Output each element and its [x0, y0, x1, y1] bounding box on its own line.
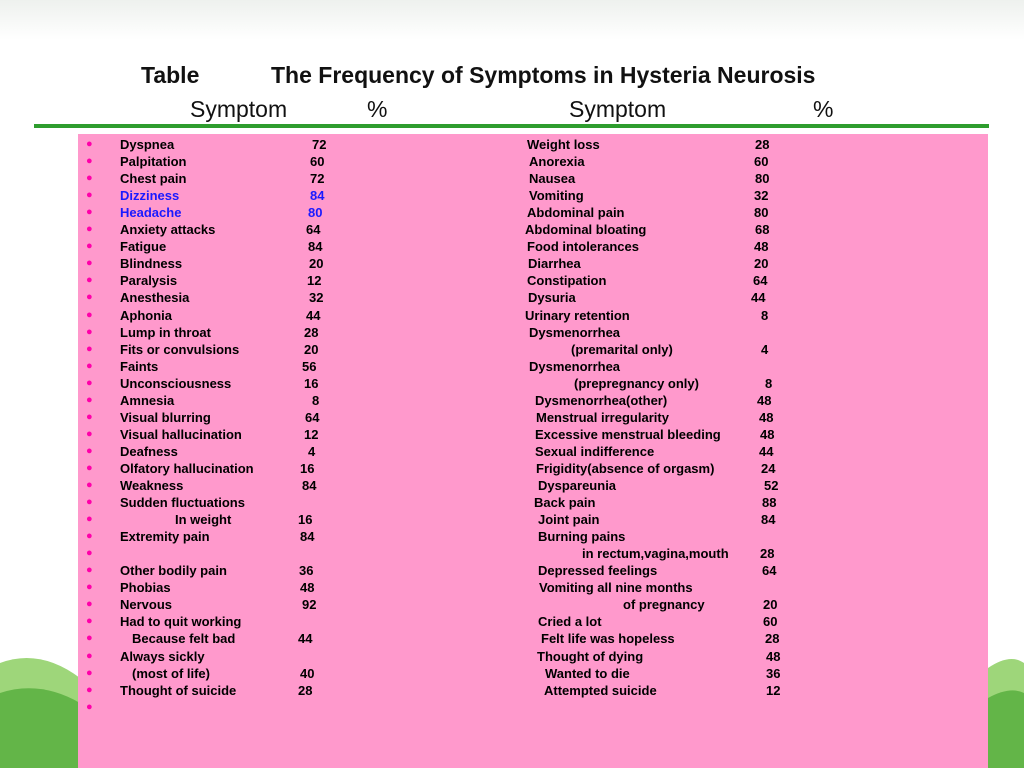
percent-left: 16: [298, 512, 313, 528]
bullet-icon: ●: [86, 342, 93, 355]
symptom-right: Urinary retention: [525, 307, 630, 323]
bullet-icon: ●: [86, 547, 93, 560]
percent-right: 80: [755, 171, 770, 187]
symptom-left: Headache: [120, 205, 182, 221]
bullet-icon: ●: [86, 376, 93, 389]
table-row: [78, 545, 988, 562]
symptom-left: Anxiety attacks: [120, 222, 216, 238]
bullet-icon: ●: [86, 700, 93, 713]
percent-left: 20: [309, 256, 324, 272]
percent-left: 4: [308, 443, 316, 459]
bullet-icon: ●: [86, 666, 93, 679]
header-symptom-left: Symptom: [190, 96, 288, 122]
symptom-right: Joint pain: [538, 512, 600, 528]
percent-right: 32: [754, 188, 769, 204]
bullet-icon: ●: [86, 632, 93, 645]
percent-left: 84: [308, 239, 323, 255]
bullet-icon: ●: [86, 530, 93, 543]
percent-right: 80: [754, 205, 769, 221]
bullet-icon: ●: [86, 155, 93, 168]
bullet-icon: ●: [86, 461, 93, 474]
table-row: [78, 648, 988, 665]
symptom-left: Because felt bad: [132, 631, 236, 647]
symptom-right: Dysmenorrhea(other): [535, 392, 668, 408]
symptom-right: Vomiting all nine months: [539, 580, 693, 596]
symptom-left: Had to quit working: [120, 614, 242, 630]
table-row: [78, 494, 988, 511]
table-row: [78, 665, 988, 682]
symptom-left: Deafness: [120, 443, 178, 459]
symptom-right: Weight loss: [527, 137, 600, 152]
table-row: [78, 409, 988, 426]
table-row: [78, 170, 988, 187]
percent-left: 12: [307, 273, 322, 289]
table-row: [78, 358, 988, 375]
percent-right: 64: [762, 563, 777, 579]
symptom-right: Dyspareunia: [538, 478, 617, 493]
table-row: [78, 613, 988, 630]
symptom-left: Anesthesia: [120, 290, 190, 306]
bullet-icon: ●: [86, 172, 93, 185]
table-row: [78, 375, 988, 392]
percent-right: 20: [754, 256, 769, 272]
bullet-icon: ●: [86, 393, 93, 406]
bullet-icon: ●: [86, 683, 93, 696]
symptom-right: (prepregnancy only): [574, 375, 699, 391]
percent-right: 8: [761, 307, 769, 323]
symptom-right: Dysmenorrhea: [529, 358, 621, 374]
symptom-right: Constipation: [527, 273, 607, 289]
symptom-left: Amnesia: [120, 392, 175, 408]
symptom-left: In weight: [175, 512, 232, 528]
percent-left: 36: [299, 563, 314, 579]
percent-left: 60: [310, 154, 325, 170]
symptom-left: Fatigue: [120, 239, 167, 255]
percent-left: 44: [306, 307, 321, 323]
symptom-right: of pregnancy: [623, 597, 705, 613]
table-row: [78, 477, 988, 494]
percent-right: 60: [763, 614, 778, 630]
symptom-left: Unconsciousness: [120, 375, 232, 391]
symptom-right: (premarital only): [571, 341, 673, 357]
column-headers: [0, 96, 1024, 126]
bullet-icon: ●: [86, 581, 93, 594]
symptom-right: Food intolerances: [527, 239, 639, 255]
table-row: [78, 426, 988, 443]
symptom-left: Dizziness: [120, 188, 180, 204]
percent-right: 4: [761, 341, 769, 357]
bullet-icon: ●: [86, 496, 93, 509]
symptom-left: Extremity pain: [120, 529, 210, 545]
percent-right: 84: [761, 512, 776, 528]
header-divider: [34, 124, 989, 128]
table-row: [78, 272, 988, 289]
top-band: [0, 0, 1024, 40]
percent-right: 48: [754, 239, 769, 255]
table-row: [78, 630, 988, 647]
bullet-icon: ●: [86, 257, 93, 270]
percent-right: 48: [757, 392, 772, 408]
title-prefix: Table: [141, 62, 200, 88]
percent-right: 28: [755, 137, 770, 152]
symptom-right: Felt life was hopeless: [541, 631, 675, 647]
percent-left: 8: [312, 392, 320, 408]
symptom-left: Visual blurring: [120, 409, 211, 425]
percent-right: 52: [764, 478, 779, 493]
table-row: [78, 392, 988, 409]
symptom-right: Dysmenorrhea: [529, 324, 621, 340]
bullet-icon: ●: [86, 479, 93, 491]
percent-left: 16: [300, 460, 315, 476]
bullet-icon: ●: [86, 206, 93, 219]
table-row: [78, 324, 988, 341]
bullet-icon: ●: [86, 359, 93, 372]
bullet-icon: ●: [86, 189, 93, 202]
symptom-right: Diarrhea: [528, 256, 581, 272]
table-row: [78, 238, 988, 255]
symptom-left: Nervous: [120, 597, 173, 613]
bullet-icon: ●: [86, 427, 93, 440]
symptom-right: Abdominal bloating: [525, 222, 647, 238]
percent-left: 20: [304, 341, 319, 357]
percent-right: 60: [754, 154, 769, 170]
symptom-right: Dysuria: [528, 290, 576, 306]
table-row: [78, 221, 988, 238]
percent-left: 80: [308, 205, 323, 221]
percent-left: 64: [306, 222, 321, 238]
table-row: [78, 596, 988, 613]
percent-left: 28: [298, 682, 313, 698]
bullet-icon: ●: [86, 274, 93, 287]
symptom-left: Other bodily pain: [120, 563, 227, 579]
table-row: [78, 682, 988, 699]
slide-title: [0, 62, 1024, 98]
percent-right: 68: [755, 222, 770, 238]
symptom-right: Thought of dying: [537, 648, 644, 664]
symptom-right: Sexual indifference: [535, 443, 655, 459]
symptom-left: Olfatory hallucination: [120, 460, 254, 476]
percent-left: 64: [305, 409, 320, 425]
table-row: [78, 307, 988, 324]
symptom-left: Dyspnea: [120, 137, 175, 152]
symptom-left: Visual hallucination: [120, 426, 242, 442]
table-row: [78, 187, 988, 204]
bullet-icon: ●: [86, 308, 93, 321]
symptom-left: Faints: [120, 358, 159, 374]
percent-left: 32: [309, 290, 324, 306]
symptom-right: Wanted to die: [545, 665, 630, 681]
header-symptom-right: Symptom: [569, 96, 667, 122]
symptom-right: Frigidity(absence of orgasm): [536, 460, 715, 476]
symptom-right: Menstrual irregularity: [536, 409, 669, 425]
percent-right: 48: [760, 426, 775, 442]
symptom-left: Blindness: [120, 256, 183, 272]
percent-right: 20: [763, 597, 778, 613]
percent-left: 84: [310, 188, 325, 204]
percent-left: 12: [304, 426, 319, 442]
symptom-right: in rectum,vagina,mouth: [582, 546, 729, 562]
percent-right: 44: [751, 290, 766, 306]
bullet-icon: ●: [86, 138, 93, 150]
bullet-icon: ●: [86, 291, 93, 304]
bullet-icon: ●: [86, 240, 93, 253]
table-row: [78, 204, 988, 221]
symptom-right: Burning pains: [538, 529, 626, 545]
header-percent-left: %: [367, 96, 388, 122]
symptom-left: Thought of suicide: [120, 682, 237, 698]
table-row: [78, 255, 988, 272]
symptom-right: Excessive menstrual bleeding: [535, 426, 721, 442]
percent-left: 56: [302, 358, 317, 374]
bullet-icon: ●: [86, 410, 93, 423]
bullet-icon: ●: [86, 513, 93, 526]
symptom-left: (most of life): [132, 665, 210, 681]
percent-right: 8: [765, 375, 773, 391]
symptom-left: Always sickly: [120, 648, 205, 664]
symptom-left: Palpitation: [120, 154, 187, 170]
title-main: The Frequency of Symptoms in Hysteria Neurosis: [271, 62, 816, 88]
symptom-right: Attempted suicide: [544, 682, 657, 698]
symptom-right: Depressed feelings: [538, 563, 658, 579]
bullet-icon: ●: [86, 598, 93, 611]
percent-right: 36: [766, 665, 781, 681]
table-row: [78, 443, 988, 460]
percent-right: 28: [765, 631, 780, 647]
symptom-left: Sudden fluctuations: [120, 495, 245, 511]
percent-right: 64: [753, 273, 768, 289]
bullet-icon: ●: [86, 564, 93, 577]
symptom-left: Lump in throat: [120, 324, 211, 340]
symptom-right: Abdominal pain: [527, 205, 625, 221]
bullet-icon: ●: [86, 444, 93, 457]
table-row: [78, 289, 988, 306]
percent-left: 40: [300, 665, 315, 681]
percent-right: 28: [760, 546, 775, 562]
percent-right: 48: [759, 409, 774, 425]
percent-left: 44: [298, 631, 313, 647]
symptom-left: Chest pain: [120, 171, 187, 187]
percent-left: 92: [302, 597, 317, 613]
symptom-left: Weakness: [120, 478, 184, 493]
bullet-icon: ●: [86, 223, 93, 236]
header-percent-right: %: [813, 96, 834, 122]
symptom-right: Vomiting: [529, 188, 584, 204]
symptom-right: Anorexia: [529, 154, 585, 170]
bullet-icon: ●: [86, 649, 93, 662]
percent-left: 72: [310, 171, 325, 187]
table-row: [78, 528, 988, 545]
table-row: [78, 511, 988, 528]
percent-left: 84: [300, 529, 315, 545]
symptom-left: Fits or convulsions: [120, 341, 240, 357]
symptom-left: Phobias: [120, 580, 171, 596]
percent-left: 16: [304, 375, 319, 391]
table-row: [78, 460, 988, 477]
percent-right: 44: [759, 443, 774, 459]
bullet-icon: ●: [86, 325, 93, 338]
symptom-right: Cried a lot: [538, 614, 602, 630]
percent-right: 24: [761, 460, 776, 476]
symptom-right: Nausea: [529, 171, 576, 187]
table-row: [78, 341, 988, 358]
table-row: [78, 153, 988, 170]
percent-left: 48: [300, 580, 315, 596]
percent-left: 28: [304, 324, 319, 340]
symptom-left: Paralysis: [120, 273, 178, 289]
table-row: [78, 699, 988, 716]
table-row: [78, 579, 988, 596]
symptom-right: Back pain: [534, 495, 596, 511]
percent-left: 84: [302, 478, 317, 493]
percent-left: 72: [312, 137, 327, 152]
table-row: [78, 562, 988, 579]
symptom-left: Aphonia: [120, 307, 172, 323]
table-row: [78, 136, 988, 153]
percent-right: 88: [762, 495, 777, 511]
bullet-icon: ●: [86, 615, 93, 628]
percent-right: 48: [766, 648, 781, 664]
percent-right: 12: [766, 682, 781, 698]
